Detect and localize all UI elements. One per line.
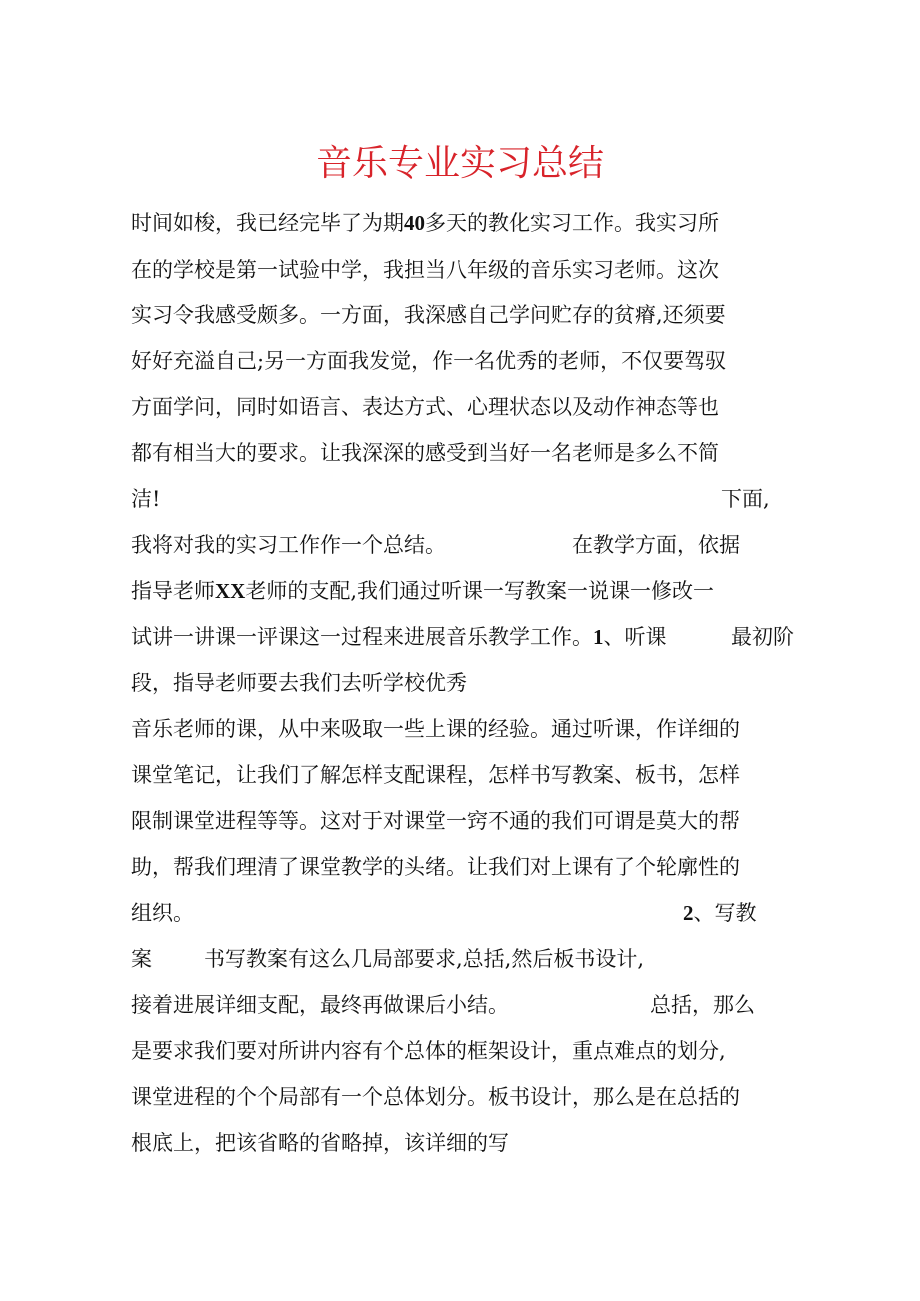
body-text: 书写教案有这么几局部要求,总括,然后板书设计, xyxy=(204,947,645,971)
body-text: 案 xyxy=(131,947,152,971)
body-text: 洁! xyxy=(131,487,161,511)
body-line: 助，帮我们理清了课堂教学的头绪。让我们对上课有了个轮廓性的 xyxy=(131,855,740,879)
body-line: 课堂进程的个个局部有一个总体划分。板书设计，那么是在总括的 xyxy=(131,1085,740,1109)
body-text: 组织。 xyxy=(131,901,194,925)
body-text: 我将对我的实习工作作一个总结。 xyxy=(131,533,446,557)
body-line: 实习令我感受颇多。一方面，我深感自己学问贮存的贫瘠,还须要 xyxy=(131,303,726,327)
body-line: 方面学问，同时如语言、表达方式、心理状态以及动作神态等也 xyxy=(131,395,719,419)
body-line: 是要求我们要对所讲内容有个总体的框架设计，重点难点的划分, xyxy=(131,1039,726,1063)
body-line: 根底上，把该省略的省略掉，该详细的写 xyxy=(131,1131,509,1155)
body-line: 好好充溢自己;另一方面我发觉，作一名优秀的老师，不仅要驾驭 xyxy=(131,349,727,373)
body-text: 总括，那么 xyxy=(650,993,755,1017)
body-line: 音乐老师的课，从中来吸取一些上课的经验。通过听课，作详细的 xyxy=(131,717,740,741)
body-text: 下面, xyxy=(721,487,770,511)
body-line: 都有相当大的要求。让我深深的感受到当好一名老师是多么不简 xyxy=(131,441,719,465)
body-line: 段，指导老师要去我们去听学校优秀 xyxy=(131,671,467,695)
body-line: 课堂笔记，让我们了解怎样支配课程，怎样书写教案、板书，怎样 xyxy=(131,763,740,787)
body-text: 试讲一讲课一评课这一过程来进展音乐教学工作。1、听课 xyxy=(131,625,667,649)
body-line: 时间如梭，我已经完毕了为期40多天的教化实习工作。我实习所 xyxy=(131,211,719,235)
body-text: 接着进展详细支配，最终再做课后小结。 xyxy=(131,993,509,1017)
body-line: 在的学校是第一试验中学，我担当八年级的音乐实习老师。这次 xyxy=(131,258,719,282)
body-text: 最初阶 xyxy=(731,625,794,649)
body-line: 限制课堂进程等等。这对于对课堂一窍不通的我们可谓是莫大的帮 xyxy=(131,809,740,833)
document-title: 音乐专业实习总结 xyxy=(315,143,604,184)
body-line: 指导老师XX老师的支配,我们通过听课一写教案一说课一修改一 xyxy=(131,579,715,603)
body-text: 在教学方面，依据 xyxy=(572,533,740,557)
body-text: 2、写教 xyxy=(683,901,757,925)
